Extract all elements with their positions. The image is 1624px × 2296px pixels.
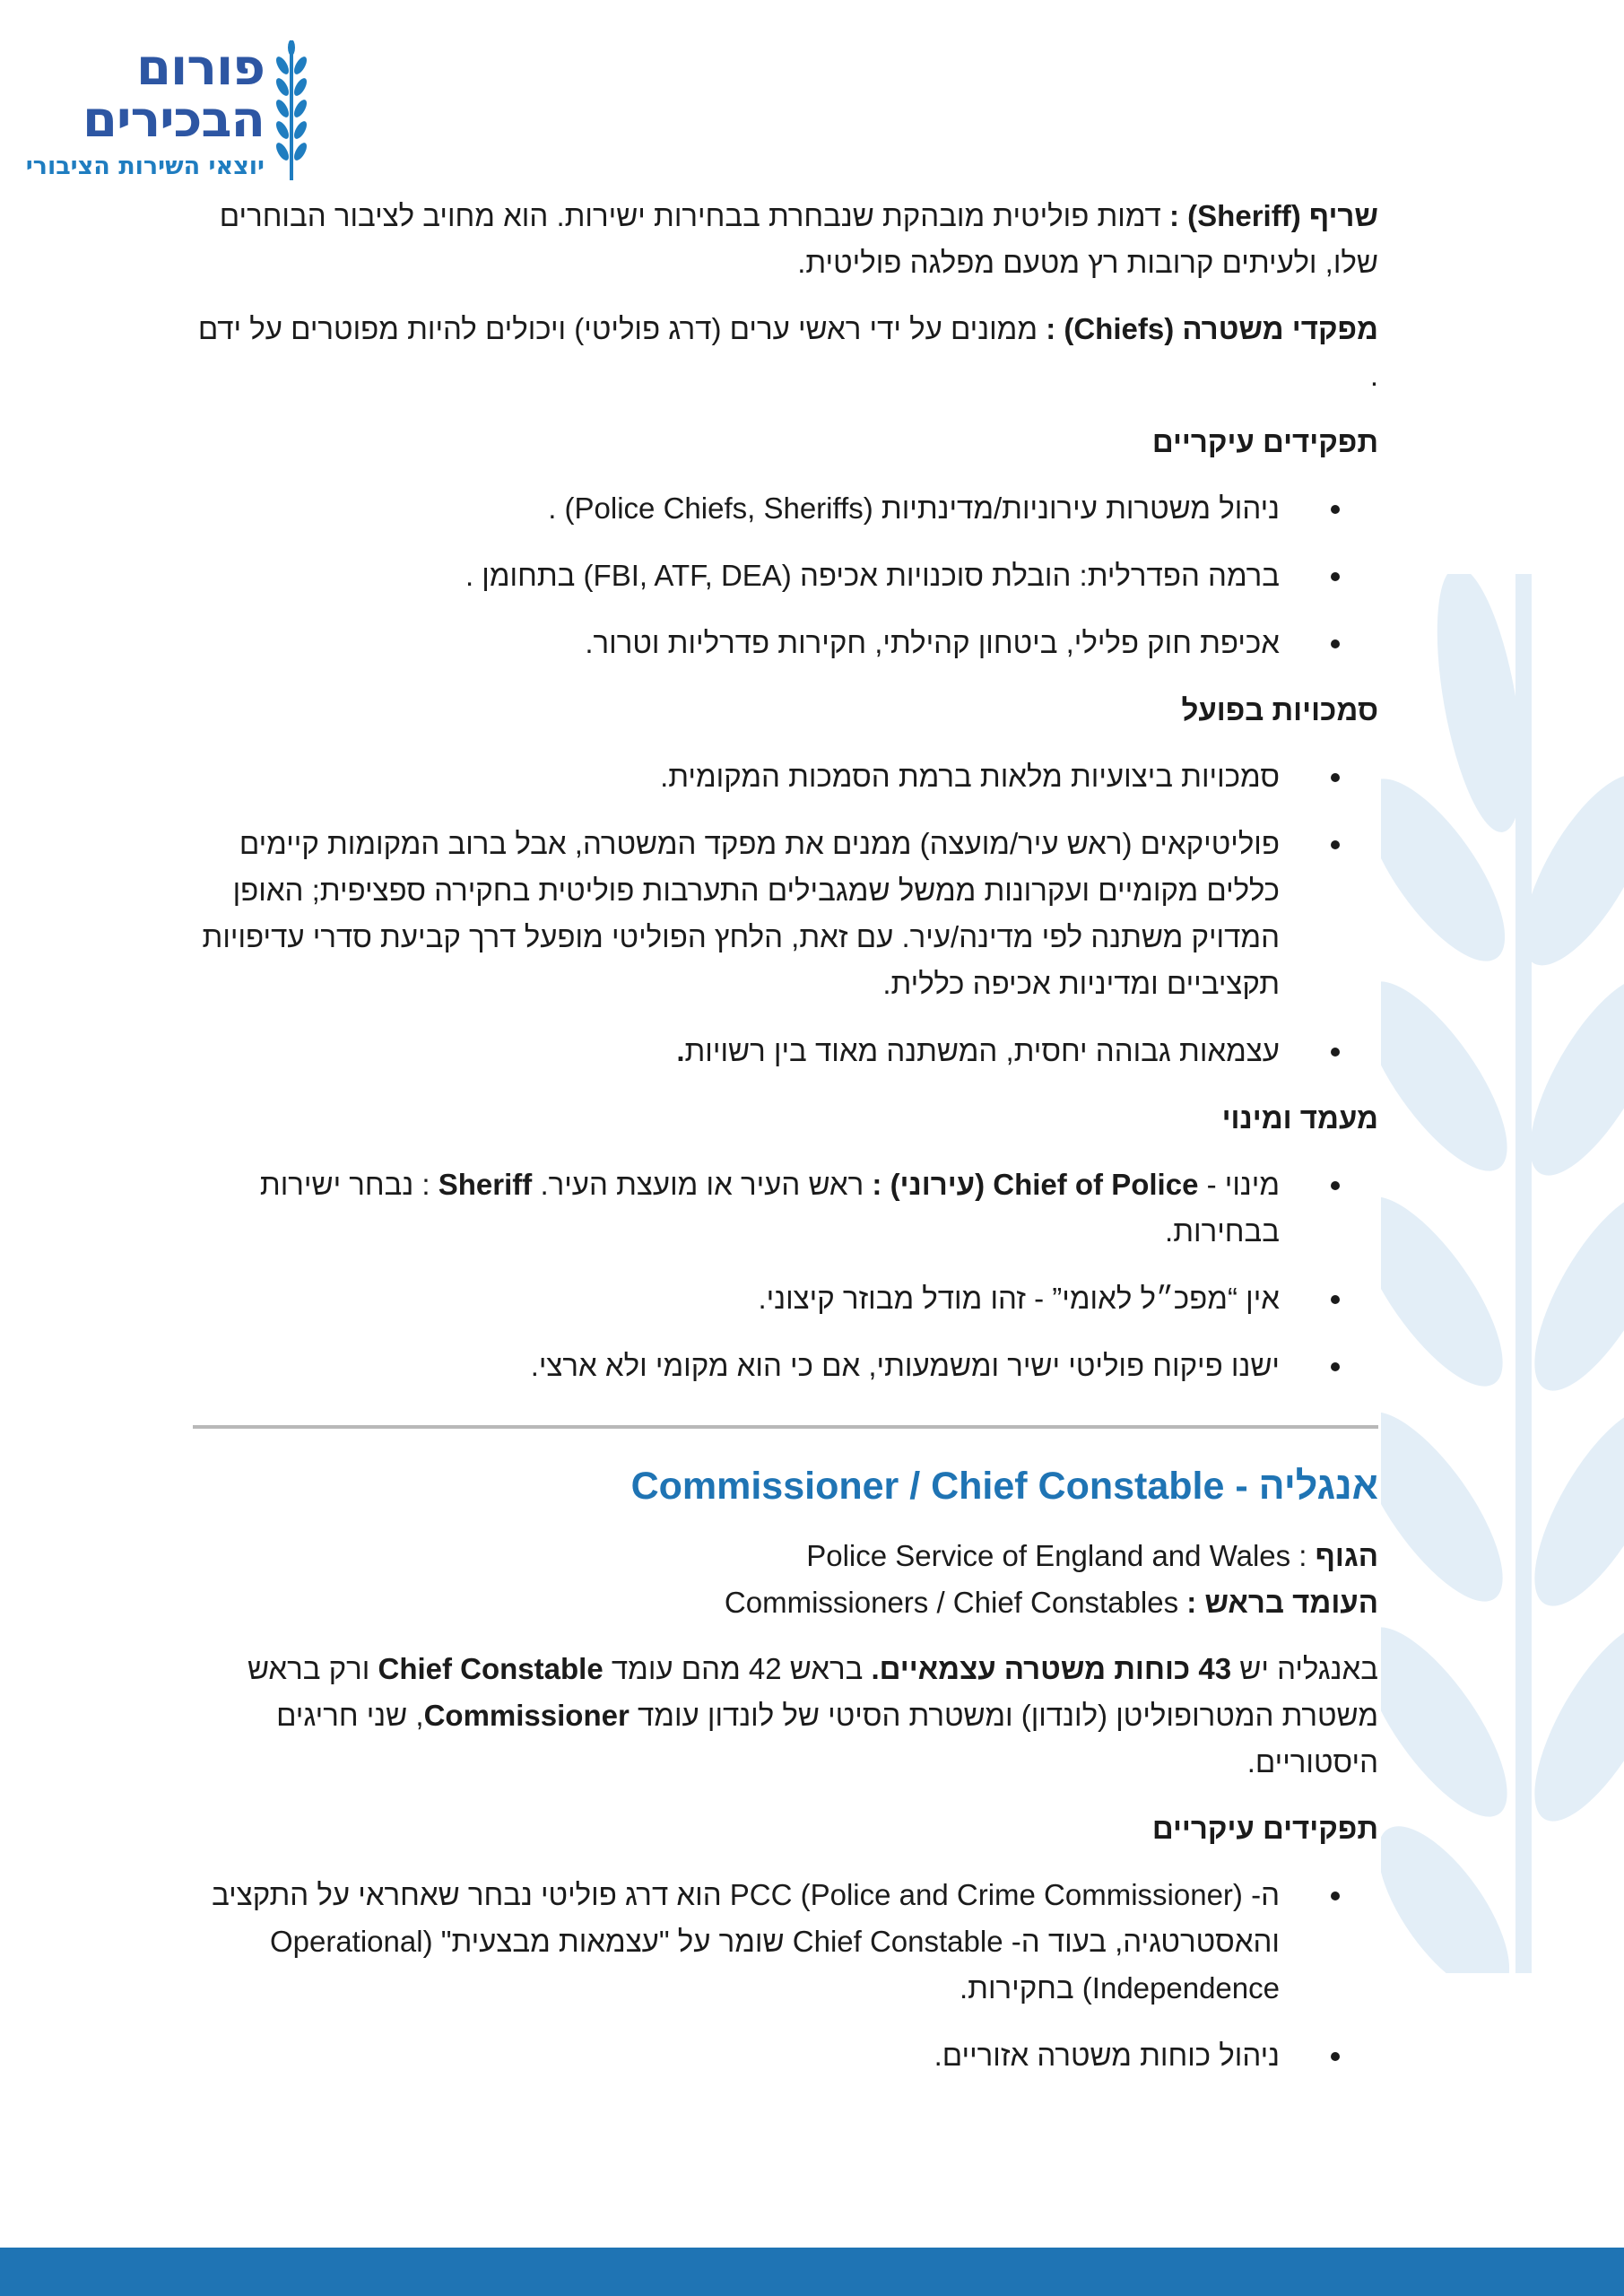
- city-term: (עירוני) :: [872, 1168, 986, 1201]
- para-part: ורק בראש משטרת המטרופוליטן (לונדון) ומשטרת הסיטי של לונדון עומד: [247, 1652, 1378, 1732]
- list-item: פוליטיקאים (ראש עיר/מועצה) ממנים את מפקד המשטרה, אבל ברוב המקומות קיימים כללים מקומיים ועקרונות ממשל שמגבילים התערבות פוליטית בחקירה ספציפית; האופן המדויק משתנה לפי מדינה/עיר. עם זאת, הלחץ הפוליטי מופעל דרך קביעת סדרי עדיפויות תקציביים ומדיניות אכיפה כללית.: [193, 821, 1280, 1007]
- sheriff-paragraph: [193, 193, 1378, 286]
- list-item: [193, 1161, 1280, 1255]
- powers-heading: סמכויות בפועל: [1181, 693, 1378, 726]
- footer-bar: [0, 2248, 1624, 2296]
- section-divider: [193, 1425, 1378, 1429]
- para-bold: 43 כוחות משטרה עצמאיים.: [871, 1652, 1232, 1685]
- para-part: באנגליה יש: [1239, 1652, 1378, 1685]
- chiefs-text: ממונים על ידי ראשי ערים (דרג פוליטי) ויכולים להיות מפוטרים על ידם .: [197, 312, 1378, 392]
- head-value: Commissioners / Chief Constables: [724, 1586, 1179, 1619]
- england-section-title: אנגליה - Commissioner / Chief Constable: [630, 1465, 1378, 1508]
- list-item: סמכויות ביצועיות מלאות ברמת הסמכות המקומית.: [193, 753, 1280, 800]
- list-item: אכיפת חוק פלילי, ביטחון קהילתי, חקירות פדרליות וטרור.: [193, 620, 1280, 666]
- sheriff-term-inline: Sheriff: [438, 1168, 533, 1201]
- list-item: [193, 1028, 1280, 1074]
- sheriff-term: שריף (Sheriff) :: [1169, 199, 1378, 232]
- england-paragraph: [193, 1646, 1378, 1786]
- england-roles-heading: תפקידים עיקריים: [1151, 1812, 1378, 1845]
- para-part: בראש 42 מהם עומד: [611, 1652, 864, 1685]
- independence-dot: .: [676, 1034, 685, 1067]
- logo-line-1: פורום: [136, 39, 265, 97]
- logo-line-2: הבכירים: [82, 91, 265, 149]
- commissioner-term: Commissioner: [423, 1699, 630, 1732]
- body-value: : Police Service of England and Wales: [806, 1539, 1307, 1572]
- status-heading: מעמד ומינוי: [1221, 1101, 1378, 1135]
- document-body: [193, 193, 1378, 2100]
- appointment-mid: ראש העיר או מועצת העיר.: [540, 1168, 864, 1201]
- list-item: אין “מפכ״ל לאומי” - זהו מודל מבוזר קיצוני.: [193, 1275, 1280, 1322]
- roles-list: [193, 485, 1378, 666]
- list-item: ניהול משטרות עירוניות/מדינתיות (Police Chiefs, Sheriffs) .: [193, 485, 1280, 532]
- para-part: , שני חריגים היסטוריים.: [276, 1699, 1378, 1779]
- chief-of-police-term: Chief of Police: [993, 1168, 1199, 1201]
- independence-text: עצמאות גבוהה יחסית, המשתנה מאוד בין רשויות: [684, 1034, 1280, 1067]
- olive-branch-icon: [274, 40, 309, 184]
- appointment-prefix: מינוי -: [1206, 1168, 1280, 1201]
- logo-tagline: יוצאי השירות הציבורי: [25, 152, 265, 180]
- england-body-line: [193, 1533, 1378, 1579]
- roles-heading: תפקידים עיקריים: [1151, 425, 1378, 458]
- list-item: ה- PCC (Police and Crime Commissioner) הוא דרג פוליטי נבחר שאחראי על התקציב והאסטרטגיה, בעוד ה- Chief Constable שומר על "עצמאות מבצעית" (Operational Independence) בחקירות.: [193, 1872, 1280, 2012]
- status-list: [193, 1161, 1378, 1389]
- chiefs-paragraph: [193, 306, 1378, 399]
- body-label: הגוף: [1315, 1539, 1378, 1572]
- head-label: העומד בראש :: [1186, 1586, 1378, 1619]
- forum-logo: [25, 39, 309, 188]
- chiefs-term: מפקדי משטרה (Chiefs) :: [1046, 312, 1378, 345]
- appointment-end: : נבחר ישירות בבחירות.: [259, 1168, 1280, 1248]
- chief-constable-term: Chief Constable: [378, 1652, 604, 1685]
- list-item: ברמה הפדרלית: הובלת סוכנויות אכיפה (FBI, ATF, DEA) בתחומן .: [193, 552, 1280, 599]
- sheriff-text: דמות פוליטית מובהקת שנבחרת בבחירות ישירות. הוא מחויב לציבור הבוחרים שלו, ולעיתים קרובות רץ מטעם מפלגה פוליטית.: [219, 199, 1378, 279]
- england-head-line: [193, 1579, 1378, 1626]
- list-item: ניהול כוחות משטרה אזוריים.: [193, 2032, 1280, 2079]
- powers-list: [193, 753, 1378, 1074]
- england-roles-list: [193, 1872, 1378, 2079]
- olive-branch-watermark: [1381, 574, 1624, 1973]
- list-item: ישנו פיקוח פוליטי ישיר ומשמעותי, אם כי הוא מקומי ולא ארצי.: [193, 1343, 1280, 1389]
